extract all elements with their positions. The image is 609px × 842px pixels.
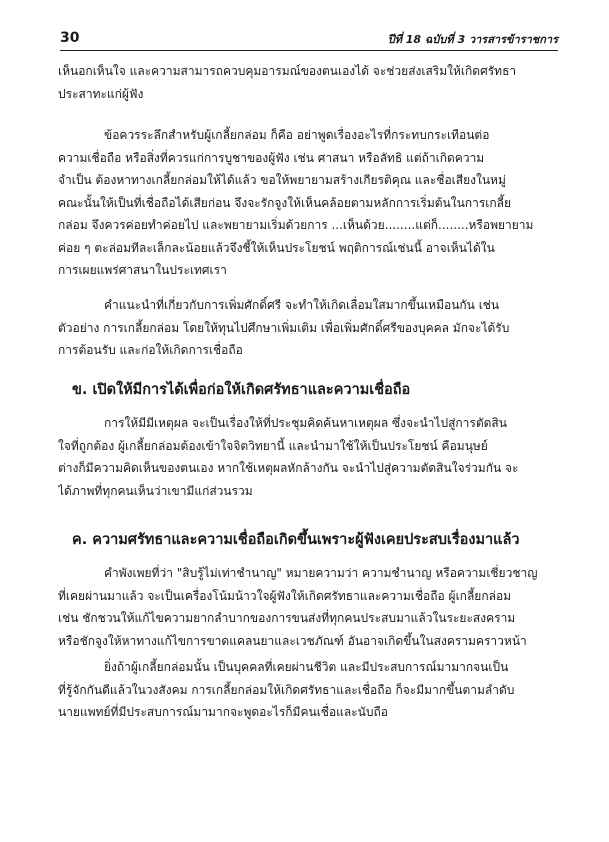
section-heading-kho: ค. ความศรัทธาและความเชื่อถือเกิดขึ้นเพราะผู้ฟังเคยประสบเรื่องมาแล้ว bbox=[72, 532, 520, 548]
text-line: เห็นอกเห็นใจ และความสามารถควบคุมอารมณ์ของตนเองได้ จะช่วยส่งเสริมให้เกิดศรัทธา bbox=[58, 64, 517, 78]
paragraph-2 bbox=[58, 124, 558, 282]
paragraph-1 bbox=[58, 60, 558, 105]
text-line: นายแพทย์ที่มีประสบการณ์มามากจะพูดอะไรก็มีคนเชื่อและนับถือ bbox=[58, 705, 388, 719]
text-line: คณะนั้นให้เป็นที่เชื่อถือได้เสียก่อน จึงจะรักจูงให้เห็นคล้อยตามหลักการเริ่มต้นในการเกลี้ย bbox=[58, 195, 512, 210]
running-head: ปีที่ 18 ฉบับที่ 3 วารสารข้าราชการ bbox=[387, 33, 558, 46]
text-line: คำพังเพยที่ว่า "สิบรู้ไม่เท่าชำนาญ" หมายความว่า ความชำนาญ หรือความเชี่ยวชาญ bbox=[104, 566, 538, 580]
paragraph-4 bbox=[58, 412, 558, 502]
text-line: ได้ภาพที่ทุกคนเห็นว่าเขามีแก่ส่วนรวม bbox=[58, 483, 253, 498]
paragraph-3 bbox=[58, 294, 558, 362]
text-line: ประสาทะแก่ผู้ฟัง bbox=[58, 86, 144, 101]
text-line: การต้อนรับ และก่อให้เกิดการเชื่อถือ bbox=[58, 343, 243, 357]
text-line: ใจที่ถูกต้อง ผู้เกลี้ยกล่อมต้องเข้าใจจิตวิทยานี้ และนำมาใช้ให้เป็นประโยชน์ คือมนุษย์ bbox=[58, 438, 488, 453]
text-line: ข้อควรระลึกสำหรับผู้เกลี้ยกล่อม ก็คือ อย่าพูดเรื่องอะไรที่กระทบกระเทือนต่อ bbox=[104, 128, 490, 142]
text-line: คำแนะนำที่เกี่ยวกับการเพิ่มศักดิ์ศรี จะทำให้เกิดเลื่อมใสมากขึ้นเหมือนกัน เช่น bbox=[104, 298, 500, 312]
text-line: ความเชื่อถือ หรือสิ่งที่ควรแก่การบูชาของผู้ฟัง เช่น ศาสนา หรือลัทธิ แต่ถ้าเกิดความ bbox=[58, 150, 485, 165]
paragraph-6 bbox=[58, 656, 558, 724]
text-line: กล่อม จึงควรค่อยทำค่อยไป และพยายามเริ่มด้วยการ ...เห็นด้วย........แต่ก็........หรือพยายาม bbox=[58, 218, 534, 232]
text-line: การเผยแพร่ศาสนาในประเทศเรา bbox=[58, 263, 227, 277]
text-line: การให้มีมีเหตุผล จะเป็นเรื่องให้ที่ประชุมคิดค้นหาเหตุผล ซึ่งจะนำไปสู่การตัดสิน bbox=[104, 416, 507, 430]
header-rule bbox=[60, 50, 558, 51]
paragraph-5 bbox=[58, 562, 558, 652]
text-line: ที่รู้จักกันดีแล้วในวงสังคม การเกลี้ยกล่อมให้เกิดศรัทธาและเชื่อถือ ก็จะมีมากขึ้นตามลำดับ bbox=[58, 682, 515, 697]
text-line: เช่น ชักชวนให้แก้ไขความยากลำบากของการขนส่งที่ทุกคนประสบมาแล้วในระยะสงคราม bbox=[58, 611, 516, 625]
text-line: ยิ่งถ้าผู้เกลี้ยกล่อมนั้น เป็นบุคคลที่เคยผ่านชีวิต และมีประสบการณ์มามากจนเป็น bbox=[104, 660, 509, 674]
text-line: ตัวอย่าง การเกลี้ยกล่อม โดยให้ทุนไปศึกษาเพิ่มเติม เพื่อเพิ่มศักดิ์ศรีของบุคคล มักจะได้รับ bbox=[58, 320, 510, 335]
section-heading-kh: ข. เปิดให้มีการได้เพื่อก่อให้เกิดศรัทธาและความเชื่อถือ bbox=[72, 382, 411, 398]
text-line: จำเป็น ต้องหาทางเกลี้ยกล่อมให้ได้แล้ว ขอให้พยายามสร้างเกียรติคุณ และชื่อเสียงในหมู่ bbox=[58, 173, 506, 187]
text-line: หรือชักจูงให้หาทางแก้ไขการขาดแคลนยาและเวชภัณฑ์ อันอาจเกิดขึ้นในสงครามคราวหน้า bbox=[58, 633, 527, 648]
text-line: ค่อย ๆ ตะล่อมทีละเล็กละน้อยแล้วจึงชี้ให้เห็นประโยชน์ พฤติการณ์เช่นนี้ อาจเห็นได้ใน bbox=[58, 240, 495, 255]
page-header bbox=[60, 30, 558, 52]
text-line: ที่เคยผ่านมาแล้ว จะเป็นเครื่องโน้มน้าวใจผู้ฟังให้เกิดศรัทธาและความเชื่อถือ ผู้เกลี้ยกล่อม bbox=[58, 588, 512, 603]
text-line: ต่างก็มีความคิดเห็นของตนเอง หากใช้เหตุผลหักล้างกัน จะนำไปสู่ความตัดสินใจร่วมกัน จะ bbox=[58, 461, 519, 475]
page-number: 30 bbox=[60, 30, 80, 46]
